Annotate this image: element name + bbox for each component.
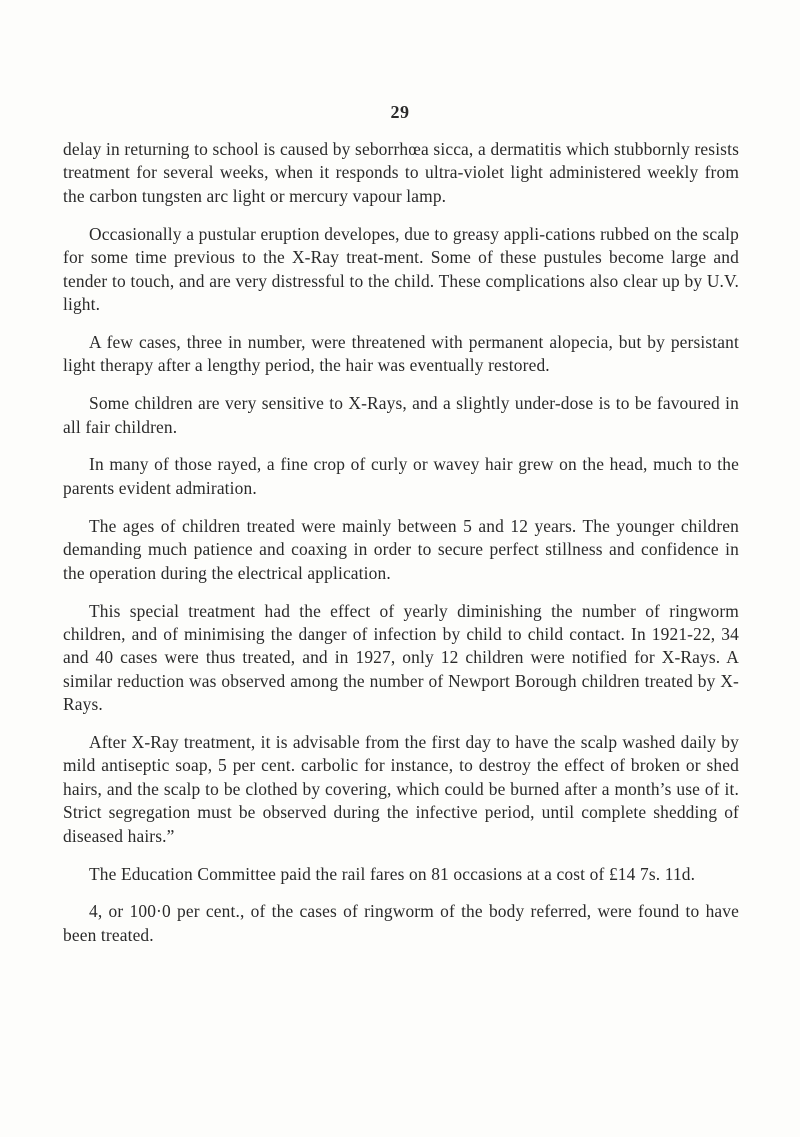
page-number: 29 <box>390 102 410 122</box>
paragraph-ringworm-body: 4, or 100·0 per cent., of the cases of ringworm of the body referred, were found to have been treated. <box>63 901 739 945</box>
paragraph-seborrhoea: delay in returning to school is caused by seborrhœa sicca, a dermatitis which stubbornly resists treatment for several weeks, when it responds to ultra-violet light administered weekly from the carbon tungsten arc light or mercury vapour lamp. <box>63 139 739 206</box>
paragraph-pustular-eruption: Occasionally a pustular eruption developes, due to greasy appli-cations rubbed on the scalp for some time previous to the X-Ray treat-ment. Some of these pustules become large and tender to touch, and are very distressful to the child. These complications also clear up by U.V. light. <box>63 223 739 314</box>
paragraph-ages: The ages of children treated were mainly between 5 and 12 years. The younger children demanding much patience and coaxing in order to secure perfect stillness and confidence in the operation during the electrical application. <box>63 515 739 583</box>
paragraph-reduction: This special treatment had the effect of yearly diminishing the number of ringworm children, and of minimising the danger of infection by child to child contact. In 1921-22, 34 and 40 cases were thus treated, and in 1927, only 12 children were notified for X-Rays. A similar reduction was observed among the number of Newport Borough children treated by X-Rays. <box>63 600 739 715</box>
paragraph-sensitivity: Some children are very sensitive to X-Rays, and a slightly under-dose is to be favoured in all fair children. <box>63 393 739 437</box>
paragraph-curly-hair: In many of those rayed, a fine crop of curly or wavey hair grew on the head, much to the parents evident admiration. <box>63 454 739 498</box>
paragraph-alopecia: A few cases, three in number, were threatened with permanent alopecia, but by persistant light therapy after a lengthy period, the hair was eventually restored. <box>63 331 739 376</box>
body-text <box>63 138 739 962</box>
paragraph-aftercare: After X-Ray treatment, it is advisable from the first day to have the scalp washed daily by mild antiseptic soap, 5 per cent. carbolic for instance, to destroy the effect of broken or shed hairs, and the scalp to be clothed by covering, which could be burned after a month’s use of it. Strict segregation must be observed during the infective period, until complete shedding of diseased hairs.” <box>63 732 739 846</box>
paragraph-rail-fares: The Education Committee paid the rail fares on 81 occasions at a cost of £14 7s. 11d. <box>89 863 696 884</box>
